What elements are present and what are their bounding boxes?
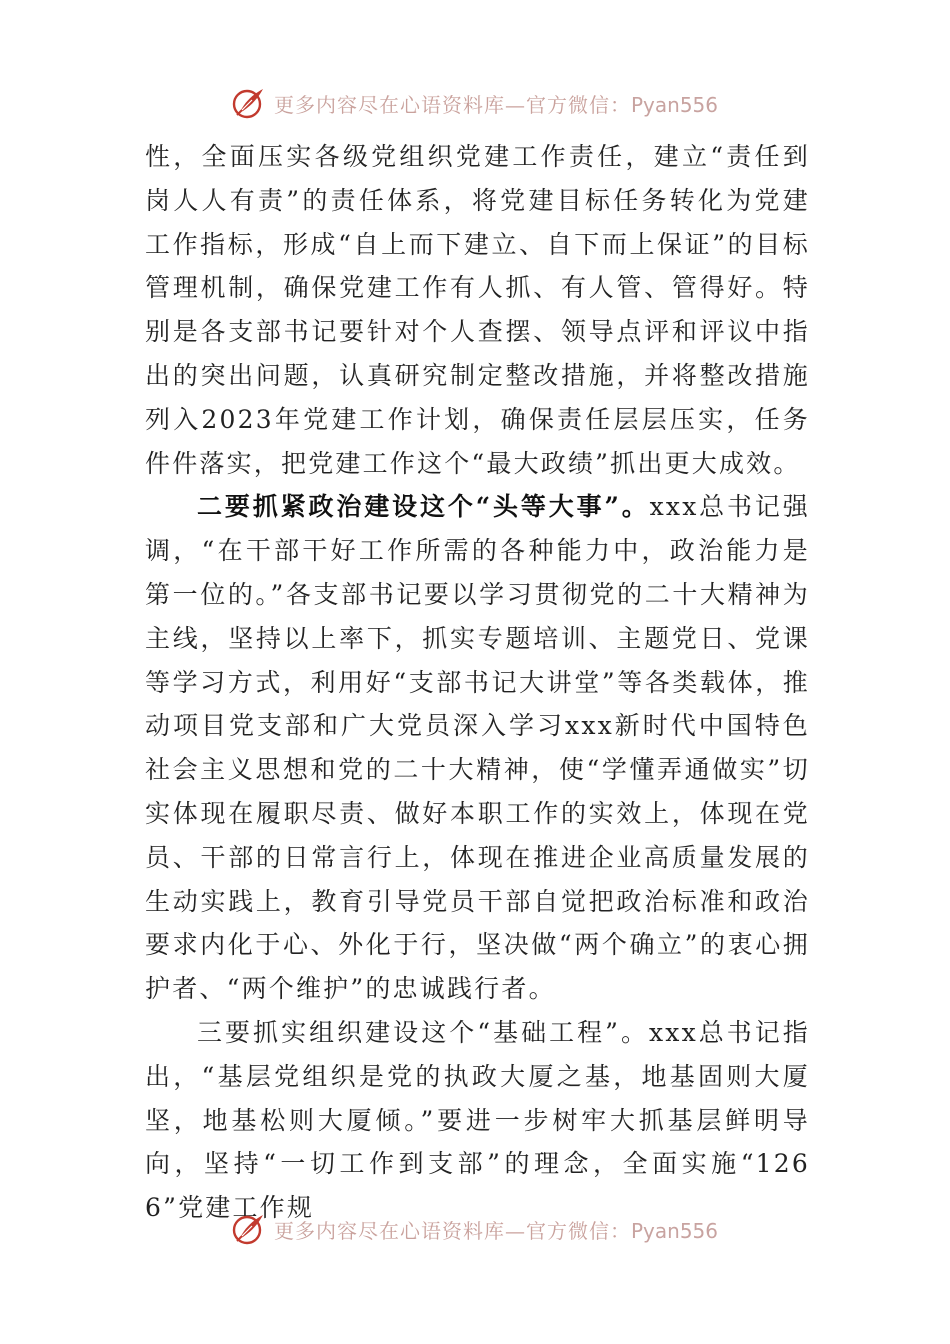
watermark-brand: 更多内容尽在心语资料库	[273, 1218, 505, 1243]
watermark-label: 官方微信：	[525, 92, 631, 117]
watermark-brand: 更多内容尽在心语资料库	[273, 92, 505, 117]
paragraph-2-heading: 二要抓紧政治建设这个“头等大事”。	[197, 492, 650, 522]
watermark-wechat-id: Pyan556	[630, 1218, 718, 1243]
paragraph-1	[145, 135, 810, 485]
paragraph-2	[145, 485, 810, 1011]
watermark-text	[274, 1215, 718, 1244]
watermark-text	[274, 89, 718, 118]
paragraph-1-text: 性，全面压实各级党组织党建工作责任，建立“责任到岗人人有责”的责任体系，将党建目标任务转化为党建工作指标，形成“自上而下建立、自下而上保证”的目标管理机制，确保党建工作有人抓、有人管、管得好。特别是各支部书记要针对个人查摆、领导点评和评议中指出的突出问题，认真研究制定整改措施，并将整改措施列入2023年党建工作计划，确保责任层层压实，任务件件落实，把党建工作这个“最大政绩”抓出更大成效。	[145, 142, 810, 478]
watermark-dash: —	[504, 1218, 526, 1243]
watermark-header	[0, 83, 950, 123]
quill-logo-icon	[232, 1212, 266, 1246]
paragraph-3	[145, 1011, 810, 1230]
watermark-dash: —	[504, 92, 526, 117]
watermark-wechat-id: Pyan556	[630, 92, 718, 117]
paragraph-3-text: 三要抓实组织建设这个“基础工程”。xxx总书记指出，“基层党组织是党的执政大厦之基，地基固则大厦坚，地基松则大厦倾。”要进一步树牢大抓基层鲜明导向，坚持“一切工作到支部”的理念，全面实施“1266”党建工作规	[145, 1017, 810, 1223]
watermark-label: 官方微信：	[525, 1218, 631, 1243]
paragraph-2-text: xxx总书记强调，“在干部干好工作所需的各种能力中，政治能力是第一位的。”各支部书记要以学习贯彻党的二十大精神为主线，坚持以上率下，抓实专题培训、主题党日、党课等学习方式，利用好“支部书记大讲堂”等各类载体，推动项目党支部和广大党员深入学习xxx新时代中国特色社会主义思想和党的二十大精神，使“学懂弄通做实”切实体现在履职尽责、做好本职工作的实效上，体现在党员、干部的日常言行上，体现在推进企业高质量发展的生动实践上，教育引导党员干部自觉把政治标准和政治要求内化于心、外化于行，坚决做“两个确立”的衷心拥护者、“两个维护”的忠诚践行者。	[145, 492, 810, 1004]
watermark-footer	[0, 1209, 950, 1249]
quill-logo-icon	[232, 86, 266, 120]
document-body	[145, 135, 810, 1230]
